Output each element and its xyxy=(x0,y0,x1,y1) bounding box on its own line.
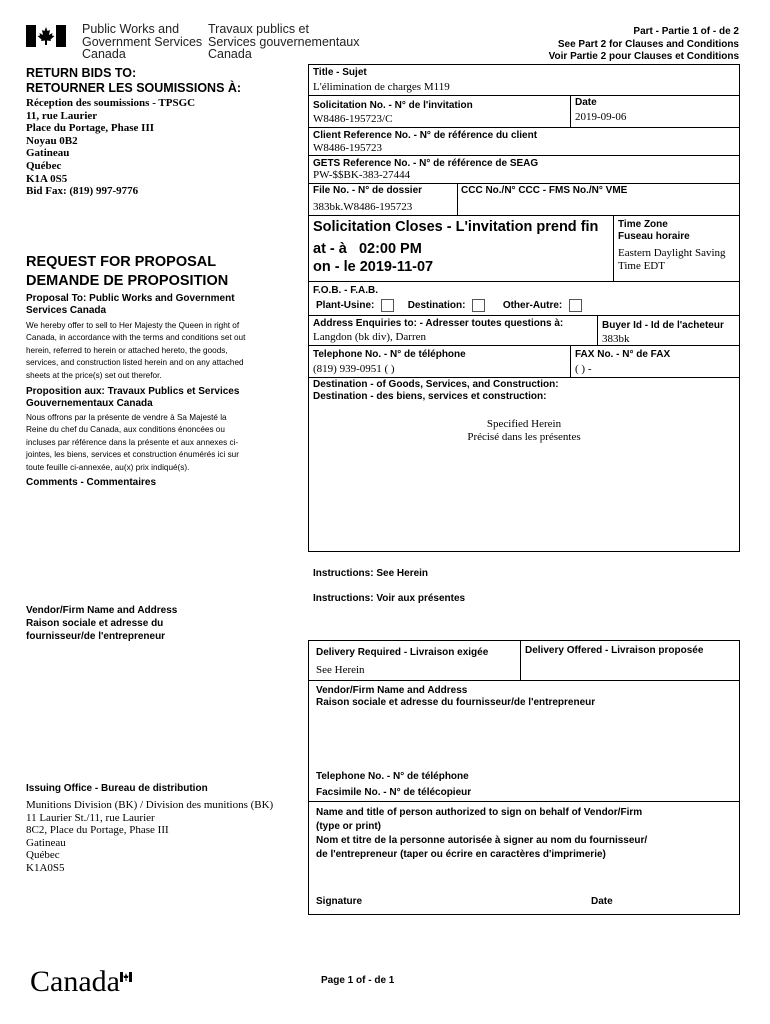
delivery-required-value: See Herein xyxy=(316,664,365,676)
time-zone-label: Time Zone Fuseau horaire xyxy=(618,219,690,242)
plant-checkbox[interactable] xyxy=(381,299,394,312)
closing-time: at - à 02:00 PM xyxy=(313,241,422,257)
phone-value: (819) 939-0951 ( ) xyxy=(313,363,395,375)
date-value: 2019-09-06 xyxy=(575,111,627,123)
plant-label: Plant-Usine: xyxy=(316,300,375,312)
delivery-required-label: Delivery Required - Livraison exigée xyxy=(316,647,489,658)
instructions-en: Instructions: See Herein xyxy=(313,568,429,579)
gets-ref-label: GETS Reference No. - N° de référence de SEAG xyxy=(313,158,539,169)
gets-ref-value: PW-$$BK-383-27444 xyxy=(313,169,411,181)
fob-options xyxy=(316,299,582,312)
time-zone-value: Eastern Daylight Saving Time EDT xyxy=(618,247,726,272)
canada-flag-icon xyxy=(26,25,66,47)
issuing-office-address: Munitions Division (BK) / Division des munitions (BK) 11 Laurier St./11, rue Laurier 8C2, Place du Portage, Phase III Gatineau Québec K1A0S5 xyxy=(26,799,274,874)
part-indicator: Part - Partie 1 of - de 2 See Part 2 for Clauses and Conditions Voir Partie 2 pour Clauses et Conditions xyxy=(548,26,739,62)
phone-label: Telephone No. - N° de téléphone xyxy=(313,349,466,360)
client-ref-label: Client Reference No. - N° de référence du client xyxy=(313,130,538,141)
address-enquiries-label: Address Enquiries to: - Adresser toutes questions à: xyxy=(313,318,564,329)
title-label: Title - Sujet xyxy=(313,67,367,78)
vendor-telephone-label: Telephone No. - N° de téléphone xyxy=(316,771,469,782)
fax-label: FAX No. - N° de FAX xyxy=(575,349,671,360)
buyer-id-label: Buyer Id - Id de l'acheteur xyxy=(602,320,724,331)
other-label: Other-Autre: xyxy=(502,300,563,312)
proposal-to-body: We hereby offer to sell to Her Majesty the Queen in right of Canada, in accordance with the terms and conditions set out herein, referred to herein or attached hereto, the goods, services, and construction listed herein and on any attached sheets at the price(s) set out therefor. xyxy=(26,321,246,380)
comments-label: Comments - Commentaires xyxy=(26,477,157,488)
proposal-to-heading: Proposal To: Public Works and Government Services Canada xyxy=(26,293,235,316)
department-name-fr: Travaux publics et Services gouvernementaux Canada xyxy=(208,22,360,61)
issuing-office-label: Issuing Office - Bureau de distribution xyxy=(26,783,208,794)
file-no-value: 383bk.W8486-195723 xyxy=(313,201,413,213)
title-value: L'élimination de charges M119 xyxy=(313,81,450,93)
fax-value: ( ) - xyxy=(575,363,592,375)
vendor-facsimile-label: Facsimile No. - N° de télécopieur xyxy=(316,787,472,798)
instructions-fr: Instructions: Voir aux présentes xyxy=(313,593,466,604)
signature-date-label: Date xyxy=(591,896,613,907)
return-bids-heading: RETURN BIDS TO: RETOURNER LES SOUMISSIONS À: xyxy=(26,66,242,95)
page-number: Page 1 of - de 1 xyxy=(321,975,395,986)
signature-label: Signature xyxy=(316,896,363,907)
other-checkbox[interactable] xyxy=(569,299,582,312)
wordmark-flag-icon xyxy=(120,969,132,987)
destination-value: Specified Herein Précisé dans les présentes xyxy=(467,418,581,443)
solicitation-closes-label: Solicitation Closes - L'invitation prend fin xyxy=(313,219,599,235)
destination-fob-label: Destination: xyxy=(407,300,466,312)
ccc-no-label: CCC No./N° CCC - FMS No./N° VME xyxy=(461,185,628,196)
file-no-label: File No. - N° de dossier xyxy=(313,185,423,196)
rfp-title: REQUEST FOR PROPOSAL DEMANDE DE PROPOSITION xyxy=(26,254,229,289)
destination-label: Destination - of Goods, Services, and Construction: Destination - des biens, services et construction: xyxy=(313,379,559,402)
solicitation-no-label: Solicitation No. - N° de l'invitation xyxy=(313,100,473,111)
delivery-offered-label: Delivery Offered - Livraison proposée xyxy=(525,645,704,656)
return-bids-address: Réception des soumissions - TPSGC 11, rue Laurier Place du Portage, Phase III Noyau 0B2 Gatineau Québec K1A 0S5 Bid Fax: (819) 997-9776 xyxy=(26,97,196,198)
authorized-signer-label: Name and title of person authorized to sign on behalf of Vendor/Firm (type or print) Nom et titre de la personne autorisée à signer au nom du fournisseur/ de l'entrepreneur (taper ou écrire en caractères d'imprimerie) xyxy=(316,807,648,860)
vendor-firm-left: Vendor/Firm Name and Address Raison sociale et adresse du fournisseur/de l'entrepreneur xyxy=(26,605,178,642)
buyer-id-value: 383bk xyxy=(602,333,630,345)
client-ref-value: W8486-195723 xyxy=(313,142,383,154)
canada-wordmark: Canada xyxy=(30,965,120,998)
destination-checkbox[interactable] xyxy=(472,299,485,312)
solicitation-no-value: W8486-195723/C xyxy=(313,113,393,125)
fob-label: F.O.B. - F.A.B. xyxy=(313,285,378,296)
date-label: Date xyxy=(575,97,597,108)
proposition-heading: Proposition aux: Travaux Publics et Services Gouvernementaux Canada xyxy=(26,386,240,409)
closing-date: on - le 2019-11-07 xyxy=(313,259,434,275)
proposition-body: Nous offrons par la présente de vendre à Sa Majesté la Reine du chef du Canada, aux conditions énoncées ou incluses par référence dans la présente et aux annexes ci-jointes, les biens, services et construction énumérés ici sur toute feuille ci-annexée, au(x) prix indiqué(s). xyxy=(26,413,239,472)
address-enquiries-value: Langdon (bk div), Darren xyxy=(313,331,427,343)
department-name-en: Public Works and Government Services Canada xyxy=(82,22,203,61)
vendor-firm-label: Vendor/Firm Name and Address Raison sociale et adresse du fournisseur/de l'entrepreneur xyxy=(316,685,596,708)
